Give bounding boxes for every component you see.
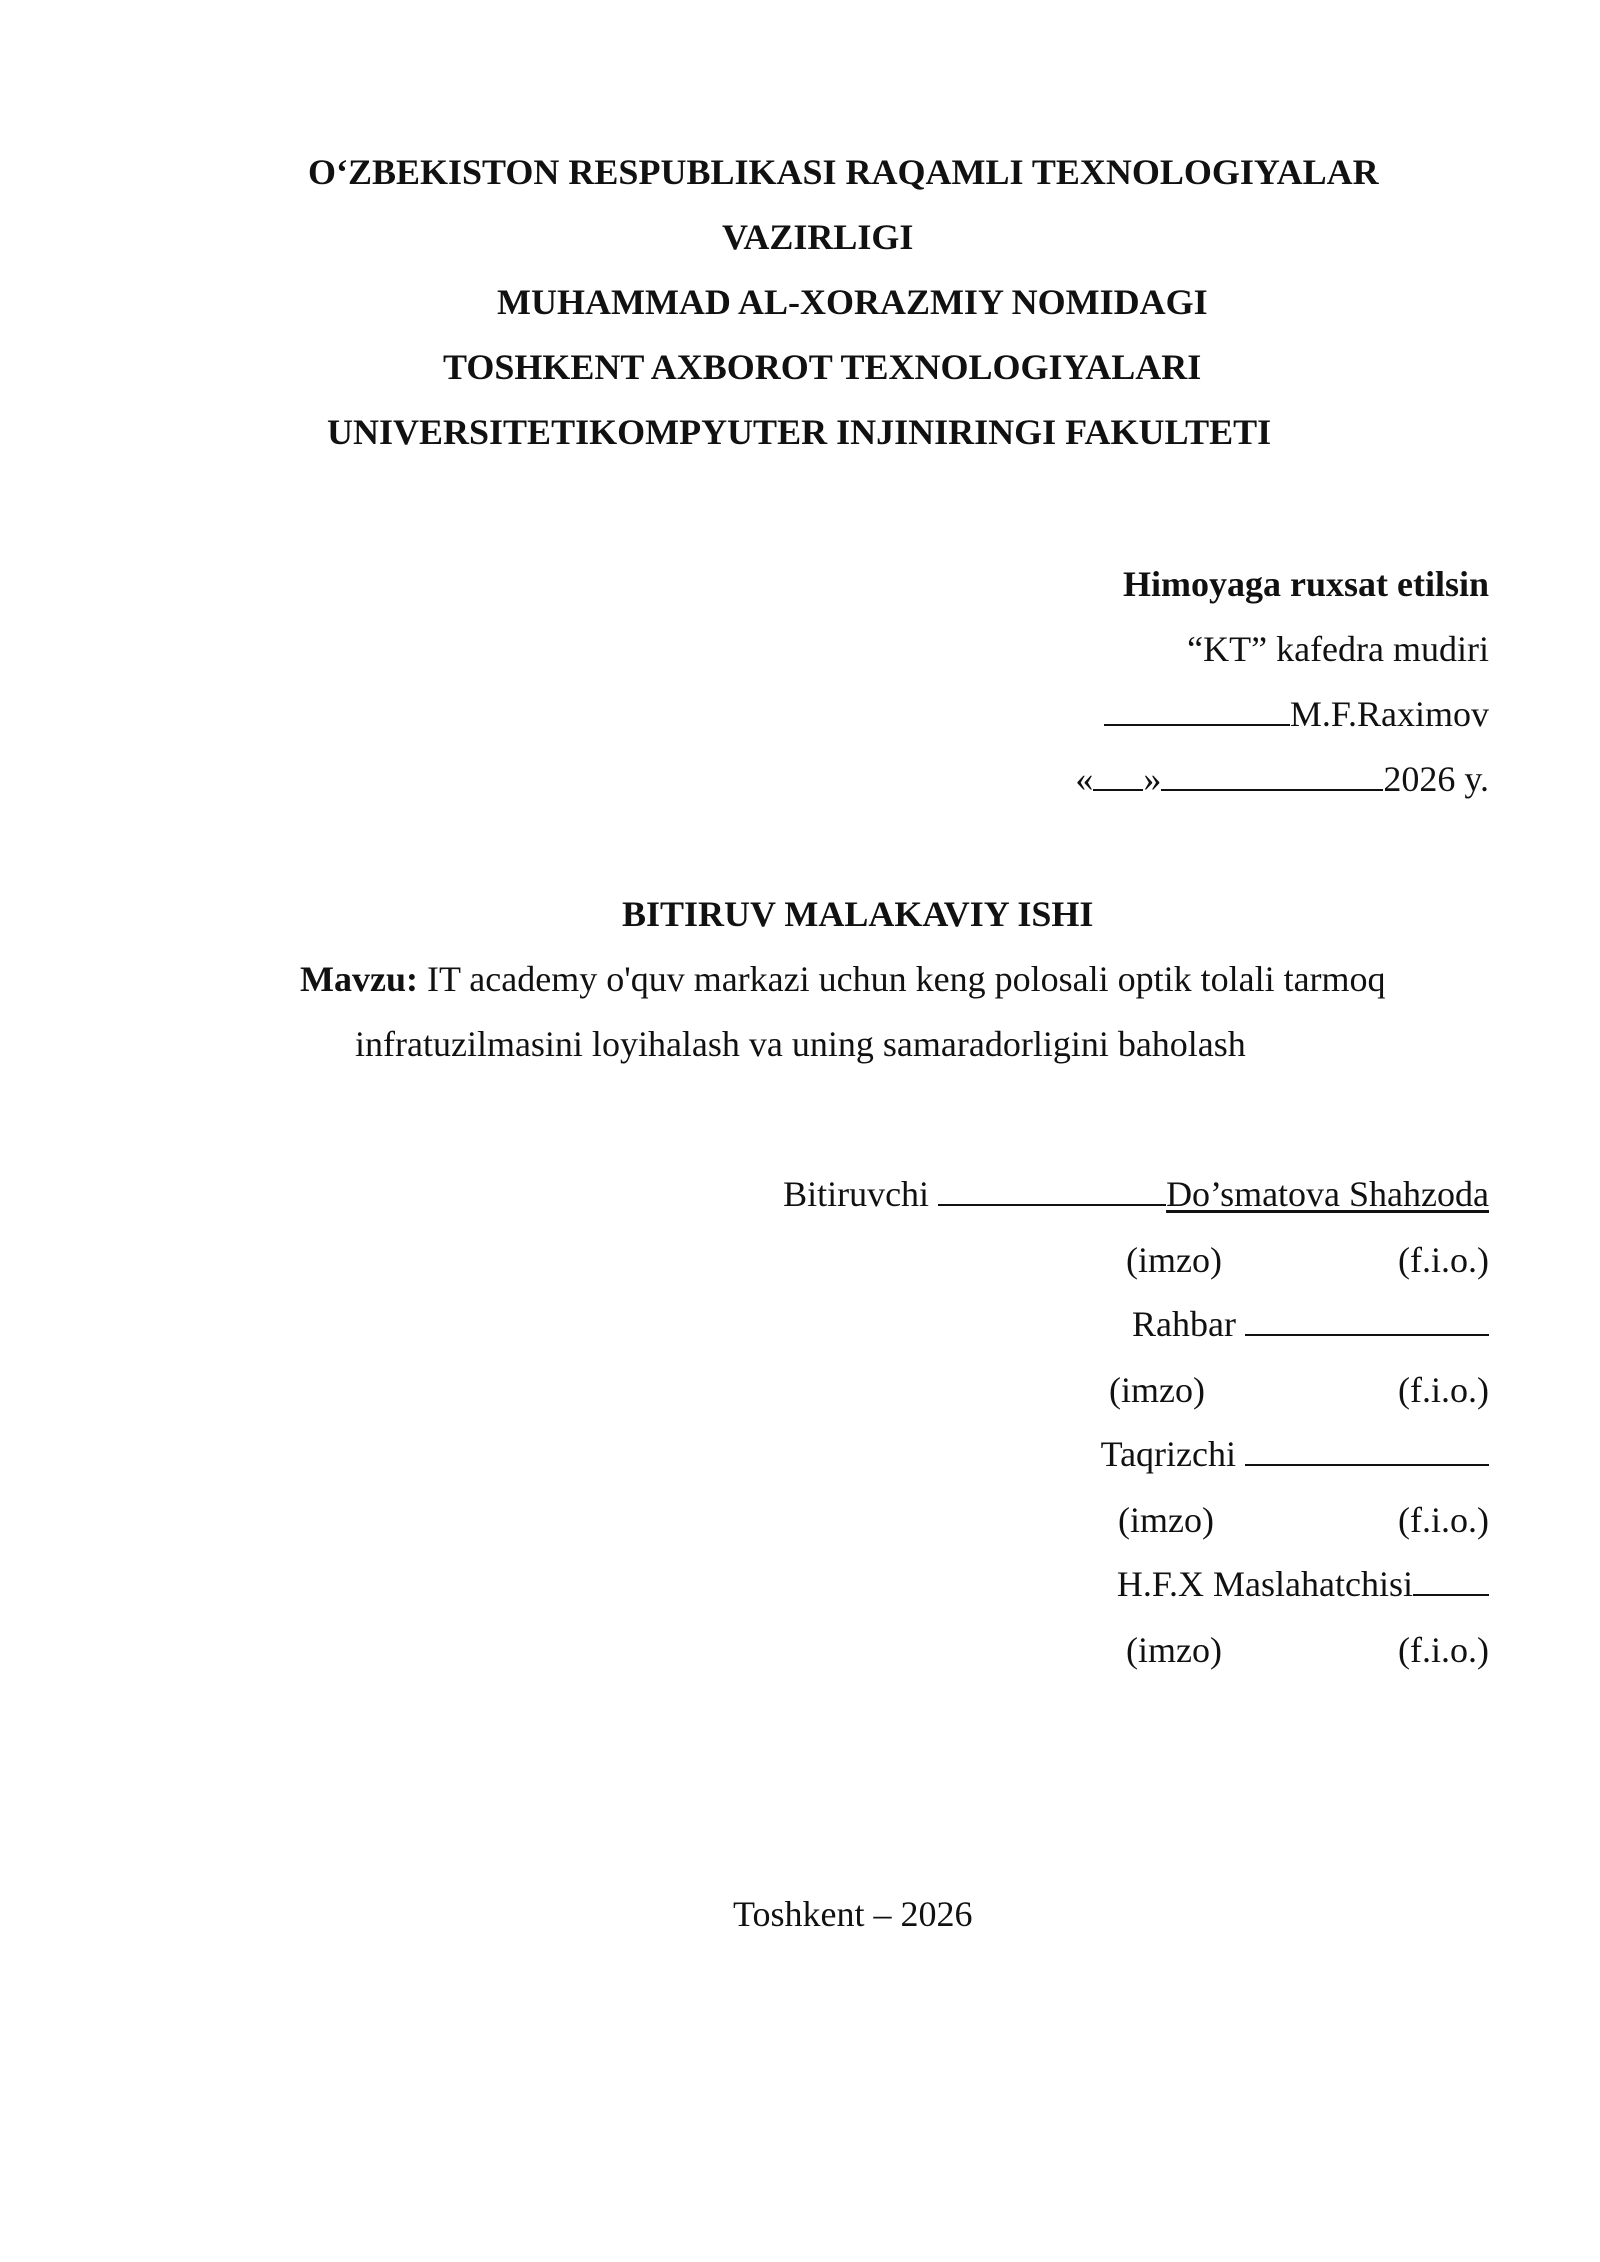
- signature-blank: [1104, 694, 1290, 726]
- graduate-name: Do’smatova Shahzoda: [1166, 1174, 1489, 1214]
- imzo-caption: (imzo): [1118, 1500, 1214, 1540]
- approval-date: [1075, 759, 1489, 800]
- date-open-quote: «: [1075, 759, 1094, 799]
- month-blank: [1161, 759, 1383, 791]
- fio-caption: (f.i.o.): [1398, 1240, 1489, 1280]
- consultant-label: H.F.X Maslahatchisi: [1116, 1564, 1413, 1604]
- date-close-quote: »: [1143, 759, 1162, 799]
- fio-caption: (f.i.o.): [1398, 1630, 1489, 1670]
- supervisor-caption-row: [1109, 1369, 1489, 1411]
- university-line-3: UNIVERSITETIKOMPYUTER INJINIRINGI FAKULTETI: [327, 412, 1272, 452]
- imzo-caption: (imzo): [1126, 1240, 1222, 1280]
- topic-text-1: IT academy o'quv markazi uchun keng polosali optik tolali tarmoq: [417, 959, 1386, 999]
- topic-label: Mavzu:: [300, 959, 418, 999]
- supervisor-row: [1132, 1304, 1489, 1345]
- university-line-2: TOSHKENT AXBOROT TEXNOLOGIYALARI: [443, 347, 1202, 387]
- consultant-row: [1117, 1564, 1489, 1605]
- imzo-caption: (imzo): [1109, 1370, 1205, 1410]
- date-year: 2026 y.: [1383, 759, 1489, 799]
- supervisor-label: Rahbar: [1132, 1304, 1245, 1344]
- dept-head-signature: [1104, 694, 1489, 735]
- reviewer-row: [1101, 1434, 1489, 1475]
- thesis-title: BITIRUV MALAKAVIY ISHI: [622, 894, 1094, 934]
- consultant-signature-blank: [1413, 1564, 1489, 1596]
- fio-caption: (f.i.o.): [1398, 1370, 1489, 1410]
- day-blank: [1093, 759, 1143, 791]
- graduate-label: Bitiruvchi: [783, 1174, 939, 1214]
- graduate-caption-row: [1109, 1239, 1489, 1281]
- approval-title: Himoyaga ruxsat etilsin: [1123, 564, 1489, 604]
- supervisor-signature-blank: [1245, 1304, 1489, 1336]
- graduate-row: [783, 1174, 1489, 1215]
- topic-line-1: [300, 959, 1386, 1000]
- consultant-caption-row: [1109, 1629, 1489, 1671]
- ministry-line-2: VAZIRLIGI: [722, 217, 914, 257]
- dept-head-label: “KT” kafedra mudiri: [1187, 629, 1489, 669]
- topic-line-2: infratuzilmasini loyihalash va uning samaradorligini baholash: [355, 1024, 1246, 1064]
- reviewer-label: Taqrizchi: [1100, 1434, 1245, 1474]
- dept-head-name: M.F.Raximov: [1289, 694, 1489, 734]
- fio-caption: (f.i.o.): [1398, 1500, 1489, 1540]
- ministry-line-1: O‘ZBEKISTON RESPUBLIKASI RAQAMLI TEXNOLOGIYALAR: [308, 152, 1379, 192]
- reviewer-signature-blank: [1245, 1434, 1489, 1466]
- city-year: Toshkent – 2026: [733, 1894, 973, 1934]
- university-line-1: MUHAMMAD AL-XORAZMIY NOMIDAGI: [497, 282, 1208, 322]
- reviewer-caption-row: [1109, 1499, 1489, 1541]
- graduate-signature-blank: [938, 1174, 1166, 1206]
- imzo-caption: (imzo): [1126, 1630, 1222, 1670]
